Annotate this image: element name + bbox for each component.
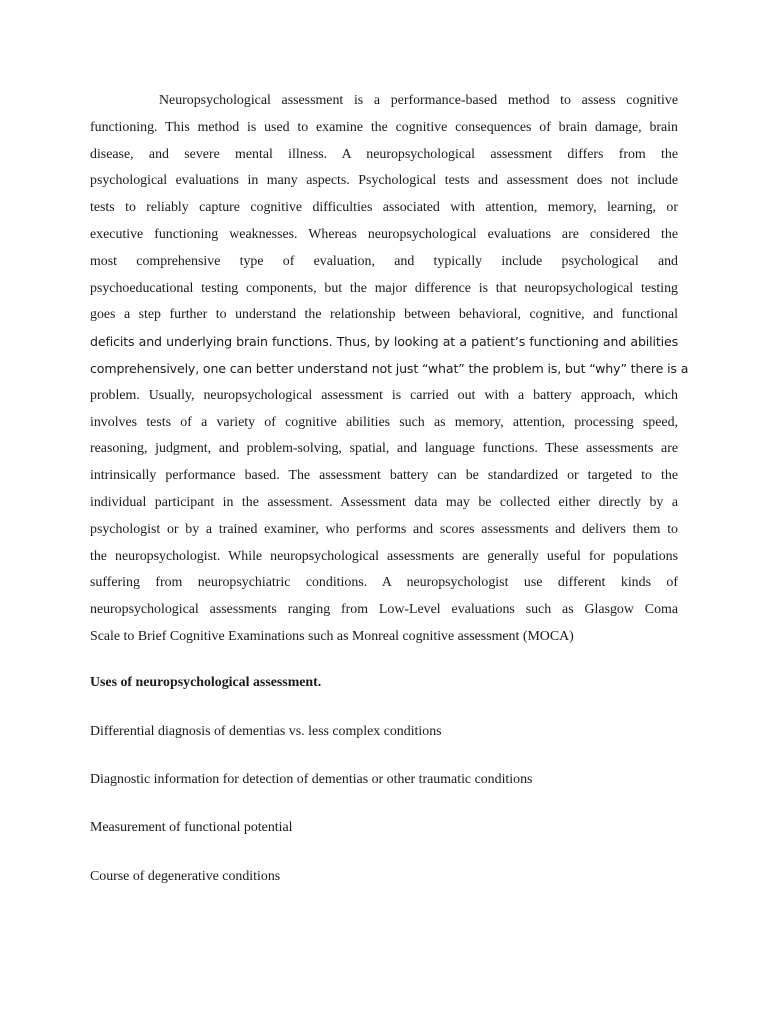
paragraph-line: deficits and underlying brain functions. Thus, by looking at a patient’s functioning and abilities (90, 334, 678, 350)
paragraph-line: most comprehensive type of evaluation, and typically include psychological and (90, 253, 678, 269)
paragraph-line: involves tests of a variety of cognitive abilities such as memory, attention, processing speed, (90, 414, 678, 430)
paragraph-line: psychoeducational testing components, but the major difference is that neuropsychological testing (90, 280, 678, 296)
document-page (90, 88, 689, 651)
paragraph-line: reasoning, judgment, and problem-solving, spatial, and language functions. These assessments are (90, 441, 678, 457)
intro-paragraph (90, 88, 689, 651)
paragraph-line: neuropsychological assessments ranging from Low-Level evaluations such as Glasgow Coma (90, 602, 678, 618)
paragraph-line: intrinsically performance based. The assessment battery can be standardized or targeted to the (90, 468, 678, 484)
use-item: Diagnostic information for detection of dementias or other traumatic conditions (90, 772, 533, 787)
use-item: Differential diagnosis of dementias vs. less complex conditions (90, 724, 442, 739)
paragraph-line: disease, and severe mental illness. A neuropsychological assessment differs from the (90, 146, 678, 162)
paragraph-line: tests to reliably capture cognitive difficulties associated with attention, memory, learning, or (90, 200, 678, 216)
paragraph-line: suffering from neuropsychiatric conditions. A neuropsychologist use different kinds of (90, 575, 678, 591)
uses-heading: Uses of neuropsychological assessment. (90, 675, 322, 690)
paragraph-line: the neuropsychologist. While neuropsychological assessments are generally useful for populations (90, 548, 678, 564)
use-item: Course of degenerative conditions (90, 869, 281, 884)
paragraph-line: goes a step further to understand the relationship between behavioral, cognitive, and functional (90, 307, 678, 323)
paragraph-line: Neuropsychological assessment is a performance-based method to assess cognitive (159, 93, 678, 108)
paragraph-line: Scale to Brief Cognitive Examinations such as Monreal cognitive assessment (MOCA) (90, 628, 574, 644)
paragraph-line: individual participant in the assessment. Assessment data may be collected either directly by a (90, 494, 678, 510)
paragraph-line: functioning. This method is used to examine the cognitive consequences of brain damage, brain (90, 119, 678, 135)
paragraph-line: psychological evaluations in many aspects. Psychological tests and assessment does not include (90, 173, 678, 189)
use-item: Measurement of functional potential (90, 820, 293, 835)
paragraph-line: executive functioning weaknesses. Whereas neuropsychological evaluations are considered the (90, 226, 678, 242)
paragraph-line: comprehensively, one can better understand not just “what” the problem is, but “why” there is a (90, 360, 689, 376)
paragraph-line: problem. Usually, neuropsychological assessment is carried out with a battery approach, which (90, 387, 678, 403)
paragraph-line: psychologist or by a trained examiner, who performs and scores assessments and delivers them to (90, 521, 678, 537)
